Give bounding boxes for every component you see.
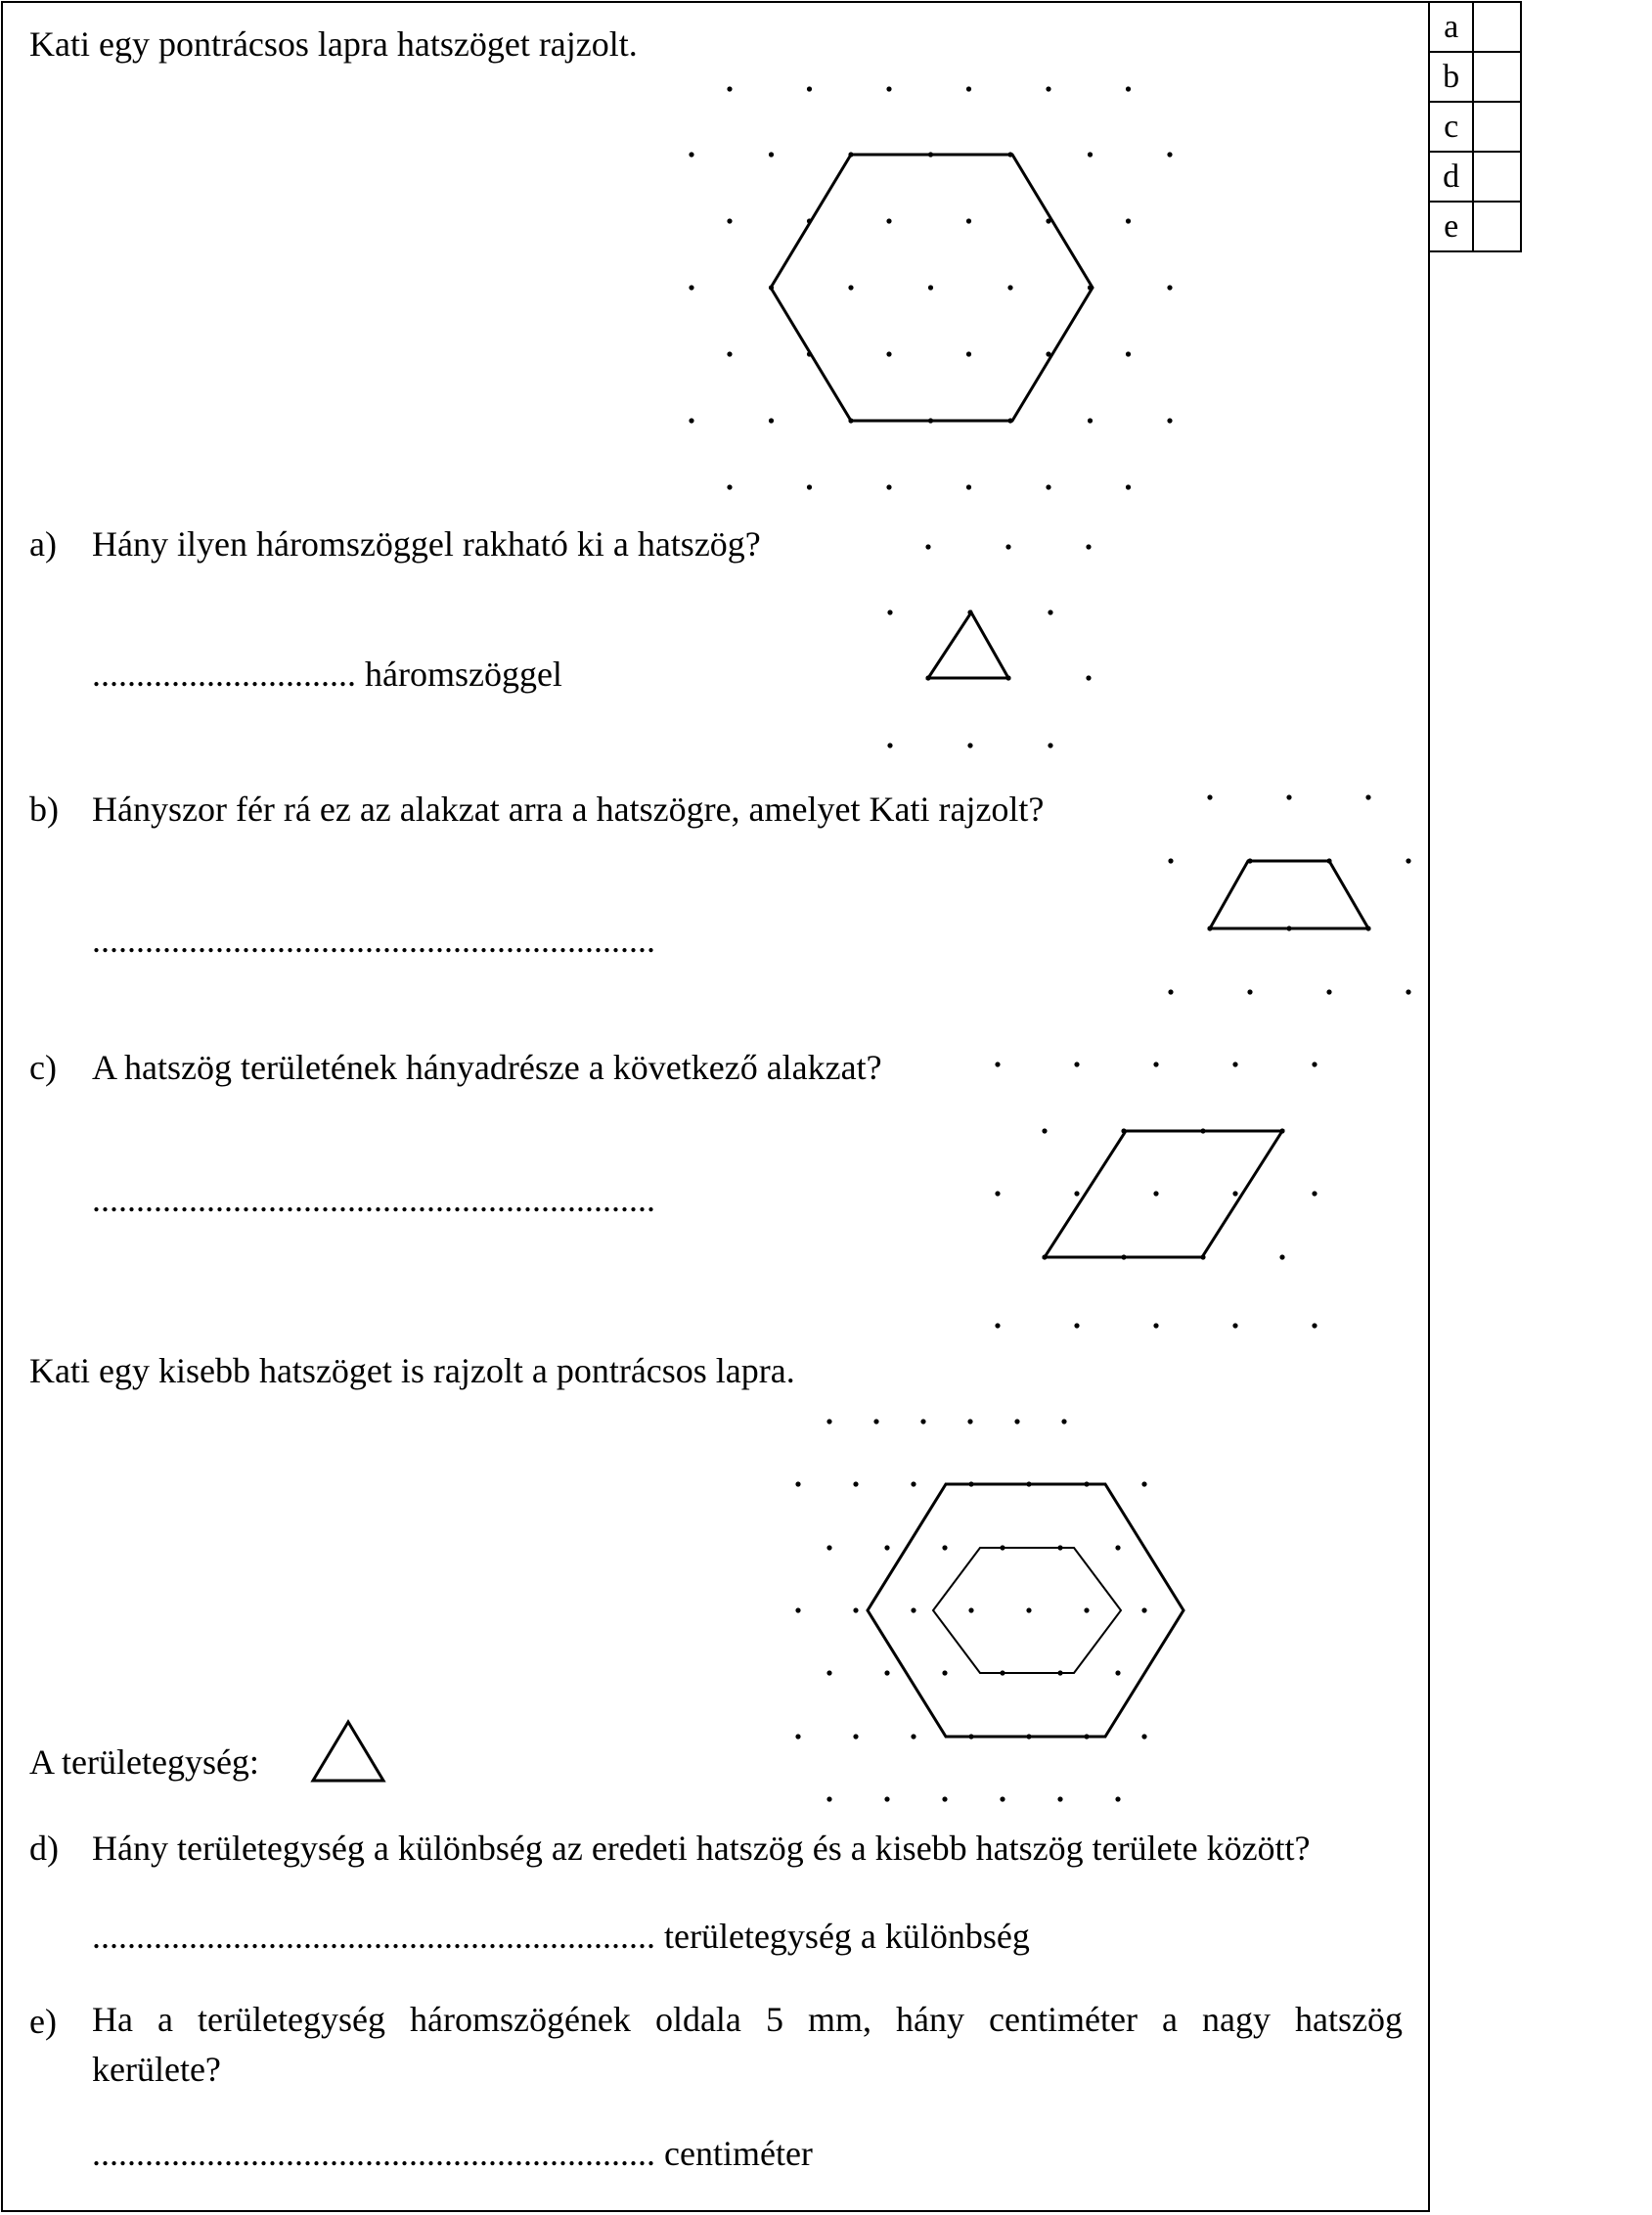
- question-d-answer-line[interactable]: [92, 1916, 1030, 1957]
- grid-dot: [1048, 743, 1052, 747]
- grid-dot: [884, 1545, 889, 1550]
- question-d-label: d): [29, 1829, 59, 1868]
- grid-dot: [886, 86, 891, 91]
- grid-dot: [1126, 351, 1131, 356]
- grid-dot: [1084, 1607, 1089, 1612]
- score-label: d: [1429, 152, 1473, 202]
- grid-dot: [1115, 1796, 1120, 1801]
- hexagon-dot-grid-figure: [0, 0, 1652, 509]
- grid-dot: [1153, 1062, 1158, 1066]
- grid-dot: [826, 1796, 831, 1801]
- grid-dot: [689, 418, 693, 423]
- question-e-label: e): [29, 2002, 57, 2041]
- grid-dot: [920, 1419, 925, 1424]
- answer-suffix: területegység a különbség: [664, 1917, 1030, 1956]
- question-a-label: a): [29, 524, 57, 564]
- grid-dot: [1279, 1254, 1284, 1259]
- grid-dot: [887, 743, 892, 747]
- grid-dot: [886, 484, 891, 489]
- grid-dot: [1207, 794, 1212, 799]
- grid-dot: [727, 351, 732, 356]
- grid-dot: [1141, 1734, 1146, 1739]
- unit-triangle-icon: [305, 1714, 393, 1792]
- grid-dot: [853, 1607, 858, 1612]
- question-e-answer-line[interactable]: [92, 2133, 813, 2174]
- triangle-shape: [928, 612, 1008, 678]
- score-label: e: [1429, 202, 1473, 251]
- grid-dot: [911, 1734, 915, 1739]
- grid-dot: [1014, 1419, 1019, 1424]
- grid-dot: [884, 1796, 889, 1801]
- grid-dot: [1042, 1128, 1047, 1133]
- question-d-text: Hány területegység a különbség az eredeti hatszög és a kisebb hatszög területe között?: [92, 1829, 1311, 1868]
- grid-dot: [1088, 418, 1093, 423]
- grid-dot: [1168, 858, 1173, 863]
- grid-dot: [911, 1607, 915, 1612]
- grid-dot: [1312, 1062, 1317, 1066]
- grid-dot: [966, 351, 971, 356]
- grid-dot: [942, 1670, 947, 1675]
- grid-dot: [1126, 218, 1131, 223]
- grid-dot: [1048, 610, 1052, 614]
- grid-dot: [1232, 1323, 1237, 1328]
- grid-dot: [1232, 1191, 1237, 1196]
- grid-dot: [1247, 989, 1252, 994]
- question-c-answer-line[interactable]: ................................................................: [92, 1180, 655, 1219]
- grid-dot: [1061, 1419, 1066, 1424]
- grid-dot: [1005, 544, 1010, 549]
- grid-dot: [1406, 858, 1410, 863]
- trapezoid-shape: [1210, 861, 1368, 928]
- question-b-text: Hányszor fér rá ez az alakzat arra a hatszögre, amelyet Kati rajzolt?: [92, 790, 1045, 829]
- grid-dot: [967, 743, 972, 747]
- grid-dot: [1026, 1607, 1031, 1612]
- grid-dot: [1168, 989, 1173, 994]
- grid-dot: [1000, 1796, 1005, 1801]
- grid-dot: [1312, 1191, 1317, 1196]
- grid-dot: [942, 1545, 947, 1550]
- grid-dot: [886, 351, 891, 356]
- question-e-text-line2: kerülete?: [92, 2050, 221, 2089]
- question-a-answer-line[interactable]: [92, 654, 562, 695]
- grid-dot: [1086, 675, 1091, 680]
- grid-dot: [853, 1734, 858, 1739]
- question-b-label: b): [29, 790, 59, 829]
- score-label: b: [1429, 52, 1473, 102]
- grid-dot: [727, 484, 732, 489]
- grid-dot: [1057, 1796, 1062, 1801]
- question-b-answer-line[interactable]: ................................................................: [92, 921, 655, 960]
- grid-dot: [1115, 1545, 1120, 1550]
- grid-dot: [826, 1545, 831, 1550]
- grid-dot: [807, 484, 812, 489]
- grid-dot: [1126, 484, 1131, 489]
- grid-dot: [826, 1419, 831, 1424]
- grid-dot: [967, 1419, 972, 1424]
- question-c-text: A hatszög területének hányadrésze a következő alakzat?: [92, 1048, 882, 1087]
- grid-dot: [1115, 1670, 1120, 1675]
- grid-dot: [1126, 86, 1131, 91]
- second-intro-text: Kati egy kisebb hatszöget is rajzolt a pontrácsos lapra.: [29, 1351, 795, 1390]
- grid-dot: [1141, 1607, 1146, 1612]
- dot-grid: [1168, 794, 1410, 994]
- grid-dot: [887, 610, 892, 614]
- grid-dot: [995, 1323, 1000, 1328]
- grid-dot: [769, 418, 774, 423]
- answer-suffix: centiméter: [664, 2134, 813, 2173]
- grid-dot: [1326, 989, 1331, 994]
- grid-dot: [1167, 418, 1172, 423]
- grid-dot: [795, 1481, 800, 1486]
- grid-dot: [826, 1670, 831, 1675]
- grid-dot: [873, 1419, 878, 1424]
- score-label: a: [1429, 2, 1473, 52]
- grid-dot: [995, 1191, 1000, 1196]
- grid-dot: [966, 218, 971, 223]
- dot-grid: [689, 86, 1172, 489]
- answer-suffix: háromszöggel: [365, 655, 562, 694]
- intro-text: Kati egy pontrácsos lapra hatszöget rajzolt.: [29, 24, 638, 64]
- grid-dot: [1074, 1062, 1079, 1066]
- question-e-text-line1: Ha a területegység háromszögének oldala 5 mm, hány centiméter a nagy hatszög: [92, 2000, 1403, 2039]
- grid-dot: [1167, 152, 1172, 157]
- grid-dot: [1365, 794, 1370, 799]
- grid-dot: [689, 285, 693, 290]
- grid-dot: [769, 152, 774, 157]
- grid-dot: [1406, 989, 1410, 994]
- grid-dot: [1046, 484, 1050, 489]
- grid-dot: [1074, 1323, 1079, 1328]
- grid-dot: [1074, 1191, 1079, 1196]
- grid-dot: [1141, 1481, 1146, 1486]
- grid-dot: [884, 1670, 889, 1675]
- grid-dot: [1167, 285, 1172, 290]
- grid-dot: [807, 86, 812, 91]
- dot-grid: [795, 1419, 1146, 1801]
- trapezoid-figure: [1154, 783, 1418, 1017]
- grid-dot: [848, 285, 853, 290]
- grid-dot: [795, 1734, 800, 1739]
- answer-dots: ................................................................: [92, 2134, 655, 2173]
- nested-hexagons-figure: [763, 1389, 1291, 1820]
- question-c-label: c): [29, 1048, 57, 1087]
- grid-dot: [966, 86, 971, 91]
- unit-label-text: A területegység:: [29, 1742, 259, 1782]
- grid-dot: [1007, 285, 1012, 290]
- grid-dot: [928, 285, 933, 290]
- grid-dot: [995, 1062, 1000, 1066]
- grid-dot: [727, 218, 732, 223]
- grid-dot: [942, 1796, 947, 1801]
- grid-dot: [1153, 1191, 1158, 1196]
- grid-dot: [1086, 544, 1091, 549]
- grid-dot: [968, 1607, 973, 1612]
- grid-dot: [727, 86, 732, 91]
- grid-dot: [886, 218, 891, 223]
- triangle-figure: [871, 528, 1105, 753]
- answer-dots: ................................................................: [92, 1917, 655, 1956]
- answer-dots: ..............................: [92, 655, 356, 694]
- grid-dot: [925, 544, 930, 549]
- question-a-text: Hány ilyen háromszöggel rakható ki a hatszög?: [92, 524, 761, 564]
- parallelogram-shape: [1045, 1131, 1282, 1257]
- grid-dot: [1088, 152, 1093, 157]
- dot-grid: [995, 1062, 1317, 1328]
- grid-dot: [1046, 86, 1050, 91]
- grid-dot: [795, 1607, 800, 1612]
- grid-dot: [1232, 1062, 1237, 1066]
- score-label: c: [1429, 102, 1473, 152]
- grid-dot: [1312, 1323, 1317, 1328]
- parallelogram-figure: [978, 1037, 1350, 1340]
- grid-dot: [689, 152, 693, 157]
- grid-dot: [911, 1481, 915, 1486]
- grid-dot: [966, 484, 971, 489]
- grid-dot: [1153, 1323, 1158, 1328]
- grid-dot: [1286, 794, 1291, 799]
- grid-dot: [853, 1481, 858, 1486]
